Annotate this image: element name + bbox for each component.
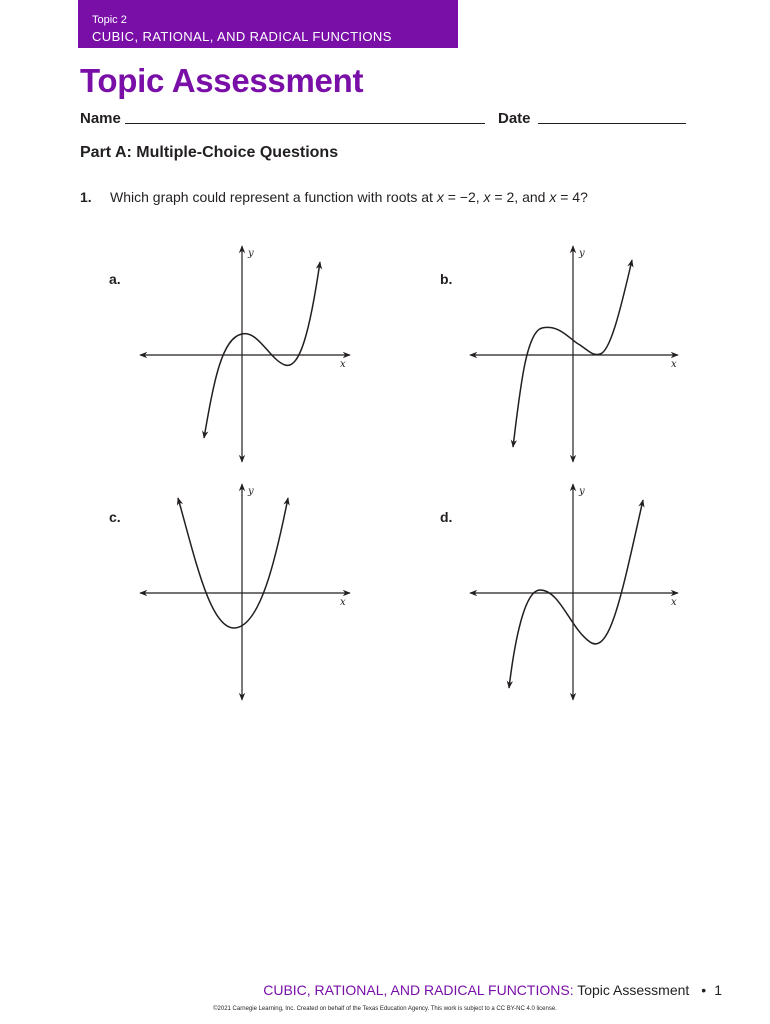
y-axis-label: y: [579, 248, 585, 259]
option-a-graph[interactable]: [130, 240, 360, 470]
footer-section: Topic Assessment: [577, 982, 690, 998]
question-number: 1.: [80, 189, 92, 205]
copyright-notice: ©2021 Carnegie Learning, Inc. Created on behalf of the Texas Education Agency. This work is subject to a CC BY-NC 4.0 license.: [213, 1006, 557, 1012]
part-a-heading: Part A: Multiple-Choice Questions: [80, 144, 339, 161]
page-number: 1: [714, 982, 722, 998]
topic-title: CUBIC, RATIONAL, AND RADICAL FUNCTIONS: [92, 29, 392, 44]
question-text: Which graph could represent a function with roots at x = −2, x = 2, and x = 4?: [110, 189, 588, 205]
option-d-label[interactable]: d.: [440, 509, 453, 525]
footer-bullet: •: [701, 982, 707, 998]
x-axis-label: x: [340, 597, 346, 608]
name-field[interactable]: [125, 123, 485, 124]
topic-label: Topic 2: [92, 14, 127, 26]
name-label: Name: [80, 110, 121, 127]
x-axis-label: x: [671, 597, 677, 608]
option-d-graph[interactable]: [460, 478, 690, 708]
date-field[interactable]: [538, 123, 686, 124]
page-title: Topic Assessment: [80, 62, 364, 99]
x-axis-label: x: [671, 359, 677, 370]
y-axis-label: y: [579, 486, 585, 497]
y-axis-label: y: [248, 248, 254, 259]
name-date-row: [80, 108, 690, 132]
footer-course: CUBIC, RATIONAL, AND RADICAL FUNCTIONS:: [263, 982, 574, 998]
option-c-label[interactable]: c.: [109, 509, 121, 525]
option-a-label[interactable]: a.: [109, 271, 121, 287]
page-footer: [263, 982, 722, 998]
option-c-graph[interactable]: [130, 478, 360, 708]
date-label: Date: [498, 110, 531, 127]
option-b-graph[interactable]: [460, 240, 690, 470]
curve: [178, 498, 288, 628]
topic-banner: [78, 0, 458, 48]
curve: [509, 500, 643, 688]
x-axis-label: x: [340, 359, 346, 370]
option-b-label[interactable]: b.: [440, 271, 453, 287]
curve: [204, 262, 320, 438]
y-axis-label: y: [248, 486, 254, 497]
